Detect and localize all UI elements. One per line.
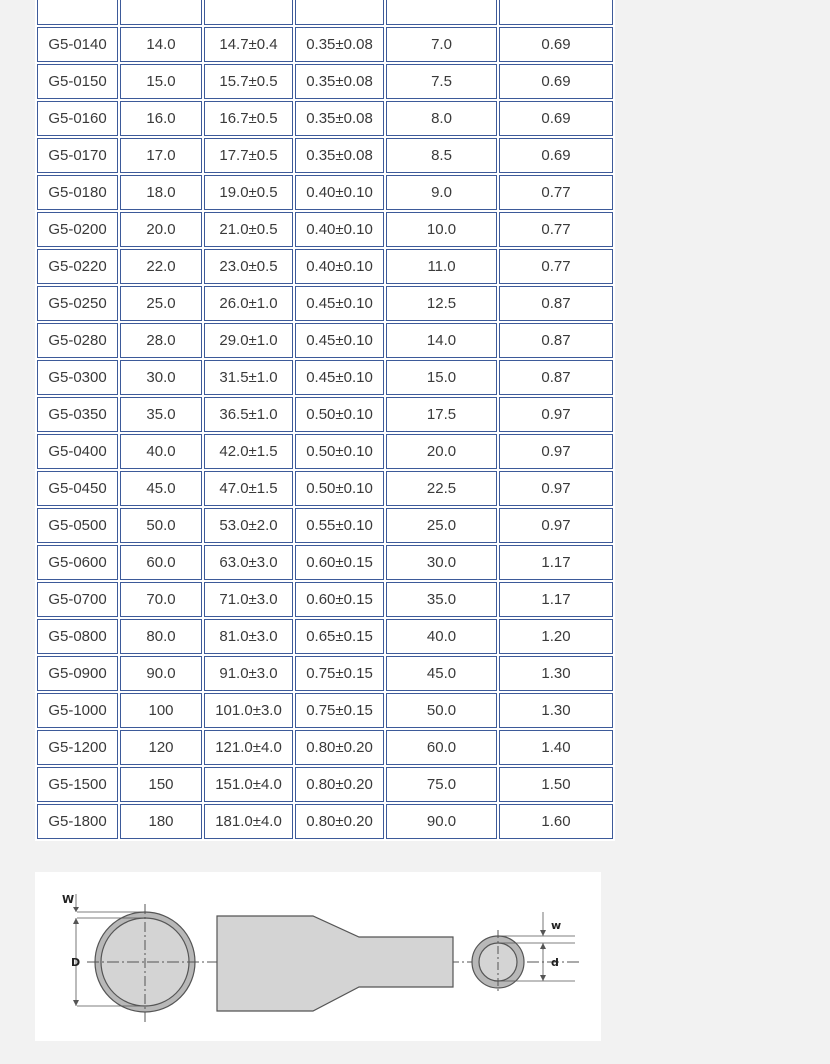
table-cell: G5-0250 bbox=[37, 286, 118, 321]
table-cell: 16.0 bbox=[120, 101, 202, 136]
table-cell: 0.87 bbox=[499, 360, 613, 395]
table-cell bbox=[499, 0, 613, 25]
table-cell: 28.0 bbox=[120, 323, 202, 358]
table-cell: 0.97 bbox=[499, 471, 613, 506]
table-cell: 0.75±0.15 bbox=[295, 656, 384, 691]
table-cell: 1.17 bbox=[499, 545, 613, 580]
table-cell: 1.30 bbox=[499, 656, 613, 691]
table-cell: 70.0 bbox=[120, 582, 202, 617]
table-cell: 23.0±0.5 bbox=[204, 249, 293, 284]
table-row bbox=[37, 508, 613, 543]
table-cell: 1.17 bbox=[499, 582, 613, 617]
table-cell: 90.0 bbox=[386, 804, 497, 839]
table-cell: 15.0 bbox=[386, 360, 497, 395]
table-row bbox=[37, 101, 613, 136]
table-cell: G5-0700 bbox=[37, 582, 118, 617]
table-cell: 91.0±3.0 bbox=[204, 656, 293, 691]
table-cell: G5-1500 bbox=[37, 767, 118, 802]
table-cell: 19.0±0.5 bbox=[204, 175, 293, 210]
table-cell: G5-0350 bbox=[37, 397, 118, 432]
table-cell: 0.35±0.08 bbox=[295, 64, 384, 99]
table-cell: 101.0±3.0 bbox=[204, 693, 293, 728]
table-cell: G5-0800 bbox=[37, 619, 118, 654]
table-cell: G5-0140 bbox=[37, 27, 118, 62]
table-cell: G5-1200 bbox=[37, 730, 118, 765]
table-cell: 0.60±0.15 bbox=[295, 582, 384, 617]
tube-profile-shape bbox=[217, 916, 453, 1011]
table-cell: 0.69 bbox=[499, 101, 613, 136]
recovered-cross-section bbox=[472, 912, 575, 994]
table-cell: 0.97 bbox=[499, 397, 613, 432]
table-cell: 0.87 bbox=[499, 323, 613, 358]
table-cell: 0.40±0.10 bbox=[295, 249, 384, 284]
table-cell: 53.0±2.0 bbox=[204, 508, 293, 543]
table-cell: G5-0500 bbox=[37, 508, 118, 543]
table-cell: 11.0 bbox=[386, 249, 497, 284]
spec-table-body bbox=[37, 0, 613, 839]
table-cell: 0.35±0.08 bbox=[295, 27, 384, 62]
tubing-diagram-svg bbox=[35, 872, 601, 1041]
table-cell: 45.0 bbox=[386, 656, 497, 691]
table-cell: 0.45±0.10 bbox=[295, 360, 384, 395]
table-cell: 29.0±1.0 bbox=[204, 323, 293, 358]
table-cell: 7.0 bbox=[386, 27, 497, 62]
table-cell bbox=[295, 0, 384, 25]
table-cell: 0.80±0.20 bbox=[295, 804, 384, 839]
tubing-diagram bbox=[35, 872, 601, 1041]
table-cell: 60.0 bbox=[386, 730, 497, 765]
table-cell: 8.0 bbox=[386, 101, 497, 136]
table-cell: G5-0160 bbox=[37, 101, 118, 136]
table-cell: 0.80±0.20 bbox=[295, 730, 384, 765]
table-cell: 0.69 bbox=[499, 138, 613, 173]
table-cell: G5-1800 bbox=[37, 804, 118, 839]
table-cell: 0.80±0.20 bbox=[295, 767, 384, 802]
table-cell: 40.0 bbox=[120, 434, 202, 469]
table-cell: 25.0 bbox=[120, 286, 202, 321]
table-cell bbox=[120, 0, 202, 25]
table-cell: G5-0900 bbox=[37, 656, 118, 691]
table-cell: 8.5 bbox=[386, 138, 497, 173]
table-cell: G5-0150 bbox=[37, 64, 118, 99]
table-cell: 1.20 bbox=[499, 619, 613, 654]
table-cell: 0.87 bbox=[499, 286, 613, 321]
table-row bbox=[37, 175, 613, 210]
table-cell bbox=[204, 0, 293, 25]
table-cell: 15.7±0.5 bbox=[204, 64, 293, 99]
table-cell: 0.60±0.15 bbox=[295, 545, 384, 580]
table-row bbox=[37, 804, 613, 839]
table-cell: G5-1000 bbox=[37, 693, 118, 728]
table-cell: 35.0 bbox=[120, 397, 202, 432]
table-cell: 12.5 bbox=[386, 286, 497, 321]
table-cell: 0.77 bbox=[499, 212, 613, 247]
table-cell: 10.0 bbox=[386, 212, 497, 247]
table-cell: G5-0450 bbox=[37, 471, 118, 506]
table-cell bbox=[37, 0, 118, 25]
table-row bbox=[37, 767, 613, 802]
table-row bbox=[37, 286, 613, 321]
table-cell: 14.0 bbox=[386, 323, 497, 358]
table-row bbox=[37, 360, 613, 395]
table-cell: G5-0220 bbox=[37, 249, 118, 284]
table-cell: 0.50±0.10 bbox=[295, 471, 384, 506]
table-row bbox=[37, 323, 613, 358]
table-cell: 0.55±0.10 bbox=[295, 508, 384, 543]
table-cell: 30.0 bbox=[120, 360, 202, 395]
table-cell: 42.0±1.5 bbox=[204, 434, 293, 469]
table-cell: 7.5 bbox=[386, 64, 497, 99]
table-cell: 1.30 bbox=[499, 693, 613, 728]
table-cell: 0.35±0.08 bbox=[295, 138, 384, 173]
table-cell: G5-0170 bbox=[37, 138, 118, 173]
label-w-left: W bbox=[62, 893, 75, 906]
label-D: D bbox=[71, 956, 81, 969]
table-cell: 0.40±0.10 bbox=[295, 175, 384, 210]
table-cell: 0.65±0.15 bbox=[295, 619, 384, 654]
table-cell: 81.0±3.0 bbox=[204, 619, 293, 654]
table-cell: 18.0 bbox=[120, 175, 202, 210]
table-cell: 0.97 bbox=[499, 434, 613, 469]
table-cell: 40.0 bbox=[386, 619, 497, 654]
table-cell: 22.5 bbox=[386, 471, 497, 506]
table-cell: 17.5 bbox=[386, 397, 497, 432]
table-cell: 80.0 bbox=[120, 619, 202, 654]
table-cell: 31.5±1.0 bbox=[204, 360, 293, 395]
table-cell bbox=[386, 0, 497, 25]
table-row bbox=[37, 212, 613, 247]
table-cell: 0.35±0.08 bbox=[295, 101, 384, 136]
table-cell: 180 bbox=[120, 804, 202, 839]
table-cell: G5-0280 bbox=[37, 323, 118, 358]
table-row bbox=[37, 471, 613, 506]
table-cell: G5-0200 bbox=[37, 212, 118, 247]
table-cell: 16.7±0.5 bbox=[204, 101, 293, 136]
spec-table bbox=[35, 0, 615, 841]
table-cell: 0.50±0.10 bbox=[295, 397, 384, 432]
table-cell: 0.69 bbox=[499, 27, 613, 62]
table-cell: 0.69 bbox=[499, 64, 613, 99]
label-d: d bbox=[551, 956, 559, 969]
table-cell: 50.0 bbox=[386, 693, 497, 728]
table-cell: 0.77 bbox=[499, 249, 613, 284]
table-cell: 75.0 bbox=[386, 767, 497, 802]
table-row-partial bbox=[37, 0, 613, 25]
table-row bbox=[37, 64, 613, 99]
table-cell: 9.0 bbox=[386, 175, 497, 210]
table-cell: 14.0 bbox=[120, 27, 202, 62]
table-row bbox=[37, 397, 613, 432]
table-cell: 15.0 bbox=[120, 64, 202, 99]
table-cell: 22.0 bbox=[120, 249, 202, 284]
table-cell: 20.0 bbox=[386, 434, 497, 469]
tube-side-profile bbox=[217, 916, 453, 1011]
table-cell: 100 bbox=[120, 693, 202, 728]
table-cell: 0.40±0.10 bbox=[295, 212, 384, 247]
table-cell: G5-0180 bbox=[37, 175, 118, 210]
table-row bbox=[37, 730, 613, 765]
table-cell: 0.75±0.15 bbox=[295, 693, 384, 728]
table-cell: G5-0600 bbox=[37, 545, 118, 580]
table-cell: 71.0±3.0 bbox=[204, 582, 293, 617]
table-row bbox=[37, 434, 613, 469]
table-cell: 17.7±0.5 bbox=[204, 138, 293, 173]
spec-table-container bbox=[35, 0, 615, 841]
table-cell: 36.5±1.0 bbox=[204, 397, 293, 432]
table-cell: 21.0±0.5 bbox=[204, 212, 293, 247]
table-row bbox=[37, 138, 613, 173]
table-cell: 25.0 bbox=[386, 508, 497, 543]
table-cell: 0.45±0.10 bbox=[295, 323, 384, 358]
table-row bbox=[37, 619, 613, 654]
table-cell: 50.0 bbox=[120, 508, 202, 543]
table-cell: 1.60 bbox=[499, 804, 613, 839]
table-cell: 47.0±1.5 bbox=[204, 471, 293, 506]
table-cell: 181.0±4.0 bbox=[204, 804, 293, 839]
table-row bbox=[37, 582, 613, 617]
table-cell: 90.0 bbox=[120, 656, 202, 691]
table-cell: 121.0±4.0 bbox=[204, 730, 293, 765]
table-cell: 0.50±0.10 bbox=[295, 434, 384, 469]
table-cell: 0.45±0.10 bbox=[295, 286, 384, 321]
table-cell: 17.0 bbox=[120, 138, 202, 173]
table-cell: 1.40 bbox=[499, 730, 613, 765]
table-cell: 45.0 bbox=[120, 471, 202, 506]
table-cell: 63.0±3.0 bbox=[204, 545, 293, 580]
table-cell: G5-0400 bbox=[37, 434, 118, 469]
table-cell: 150 bbox=[120, 767, 202, 802]
table-cell: 151.0±4.0 bbox=[204, 767, 293, 802]
table-row bbox=[37, 249, 613, 284]
table-cell: 120 bbox=[120, 730, 202, 765]
table-cell: 0.97 bbox=[499, 508, 613, 543]
table-cell: 26.0±1.0 bbox=[204, 286, 293, 321]
table-cell: G5-0300 bbox=[37, 360, 118, 395]
table-cell: 30.0 bbox=[386, 545, 497, 580]
label-w-right: w bbox=[551, 919, 562, 932]
table-row bbox=[37, 545, 613, 580]
table-cell: 20.0 bbox=[120, 212, 202, 247]
table-row bbox=[37, 656, 613, 691]
table-cell: 14.7±0.4 bbox=[204, 27, 293, 62]
table-cell: 0.77 bbox=[499, 175, 613, 210]
table-cell: 1.50 bbox=[499, 767, 613, 802]
table-cell: 35.0 bbox=[386, 582, 497, 617]
table-cell: 60.0 bbox=[120, 545, 202, 580]
table-row bbox=[37, 693, 613, 728]
table-row bbox=[37, 27, 613, 62]
